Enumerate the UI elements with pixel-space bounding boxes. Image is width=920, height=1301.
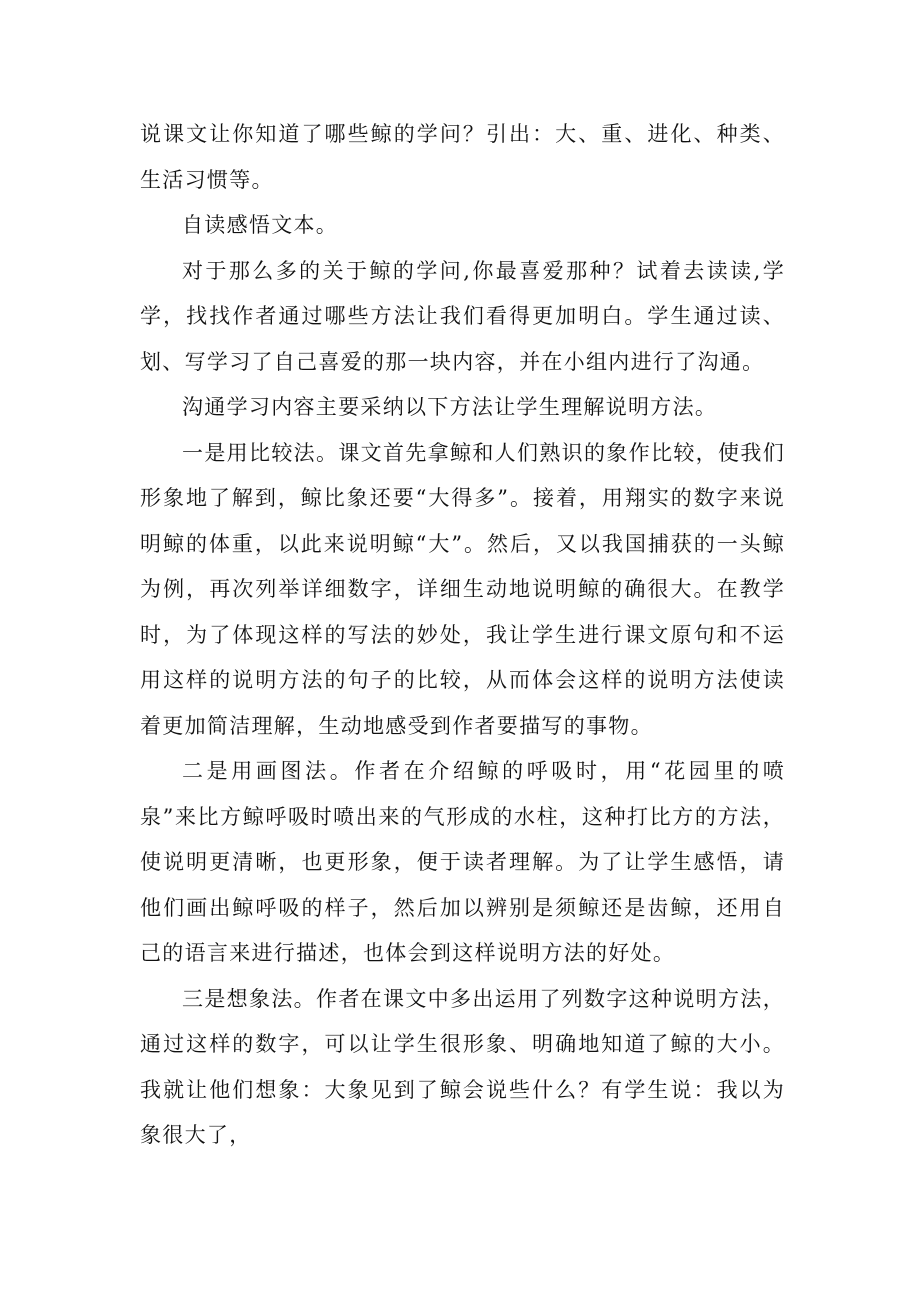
- paragraph-comparison-method: 一是用比较法。课文首先拿鲸和人们熟识的象作比较，使我们形象地了解到，鲸比象还要“大得多”。接着，用翔实的数字来说明鲸的体重，以此来说明鲸“大”。然后，又以我国捕获的一头鲸为例，再次列举详细数字，详细生动地说明鲸的确很大。在教学时，为了体现这样的写法的妙处，我让学生进行课文原句和不运用这样的说明方法的句子的比较，从而体会这样的说明方法使读着更加简洁理解，生动地感受到作者要描写的事物。: [140, 440, 785, 738]
- paragraph-drawing-method: 二是用画图法。作者在介绍鲸的呼吸时，用“花园里的喷泉”来比方鲸呼吸时喷出来的气形成的水柱，这种打比方的方法，使说明更清晰，也更形象，便于读者理解。为了让学生感悟，请他们画出鲸呼吸的样子，然后加以辨别是须鲸还是齿鲸，还用自己的语言来进行描述，也体会到这样说明方法的好处。: [140, 759, 785, 965]
- body-text: [140, 112, 785, 1159]
- paragraph-methods-intro: 沟通学习内容主要采纳以下方法让学生理解说明方法。: [182, 395, 718, 419]
- paragraph-favorite-knowledge: 对于那么多的关于鲸的学问,你最喜爱那种？试着去读读,学学，找找作者通过哪些方法让我们看得更加明白。学生通过读、划、写学习了自己喜爱的那一块内容，并在小组内进行了沟通。: [140, 258, 785, 374]
- paragraph-self-reading: 自读感悟文本。: [182, 213, 339, 237]
- paragraph-question-intro: 说课文让你知道了哪些鲸的学问？引出：大、重、进化、种类、生活习惯等。: [140, 122, 785, 192]
- paragraph-imagination-method: 三是想象法。作者在课文中多出运用了列数字这种说明方法，通过这样的数字，可以让学生很形象、明确地知道了鲸的大小。我就让他们想象：大象见到了鲸会说些什么？有学生说：我以为象很大了，: [140, 986, 785, 1147]
